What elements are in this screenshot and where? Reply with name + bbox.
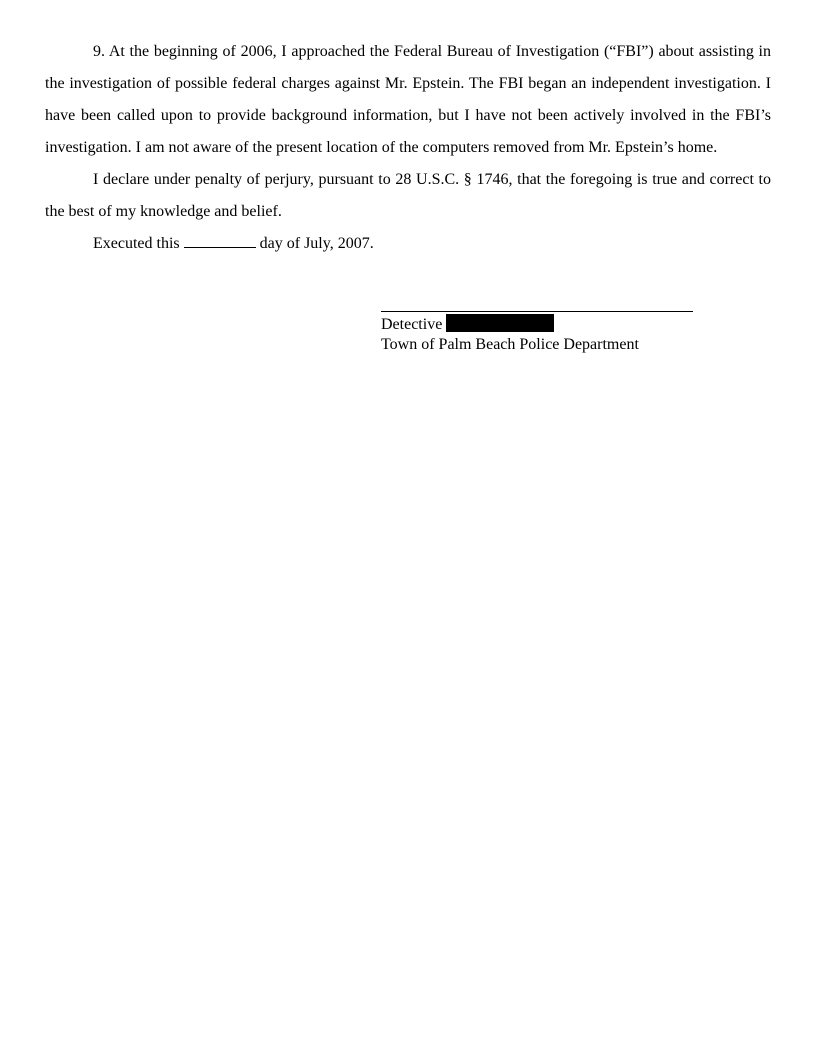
signature-line (381, 311, 693, 312)
executed-prefix: Executed this (93, 235, 180, 252)
execution-line (45, 228, 771, 260)
executed-suffix: day of July, 2007. (259, 235, 374, 252)
signer-department: Town of Palm Beach Police Department (381, 336, 639, 353)
signature-block (381, 296, 693, 355)
perjury-statement: I declare under penalty of perjury, pursuant to 28 U.S.C. § 1746, that the foregoing is true and correct to the best of my knowledge and belief. (45, 171, 771, 220)
paragraph-9: 9. At the beginning of 2006, I approached the Federal Bureau of Investigation (“FBI”) about assisting in the investigation of possible federal charges against Mr. Epstein. The FBI began an independent investigation. I have been called upon to provide background information, but I have not been actively involved in the FBI’s investigation. I am not aware of the present location of the computers removed from Mr. Epstein’s home. (45, 43, 771, 156)
redacted-name-box (446, 314, 554, 332)
declaration-body (45, 36, 771, 260)
signer-title: Detective (381, 316, 443, 333)
signer-title-row (381, 314, 693, 335)
day-blank (184, 233, 256, 248)
